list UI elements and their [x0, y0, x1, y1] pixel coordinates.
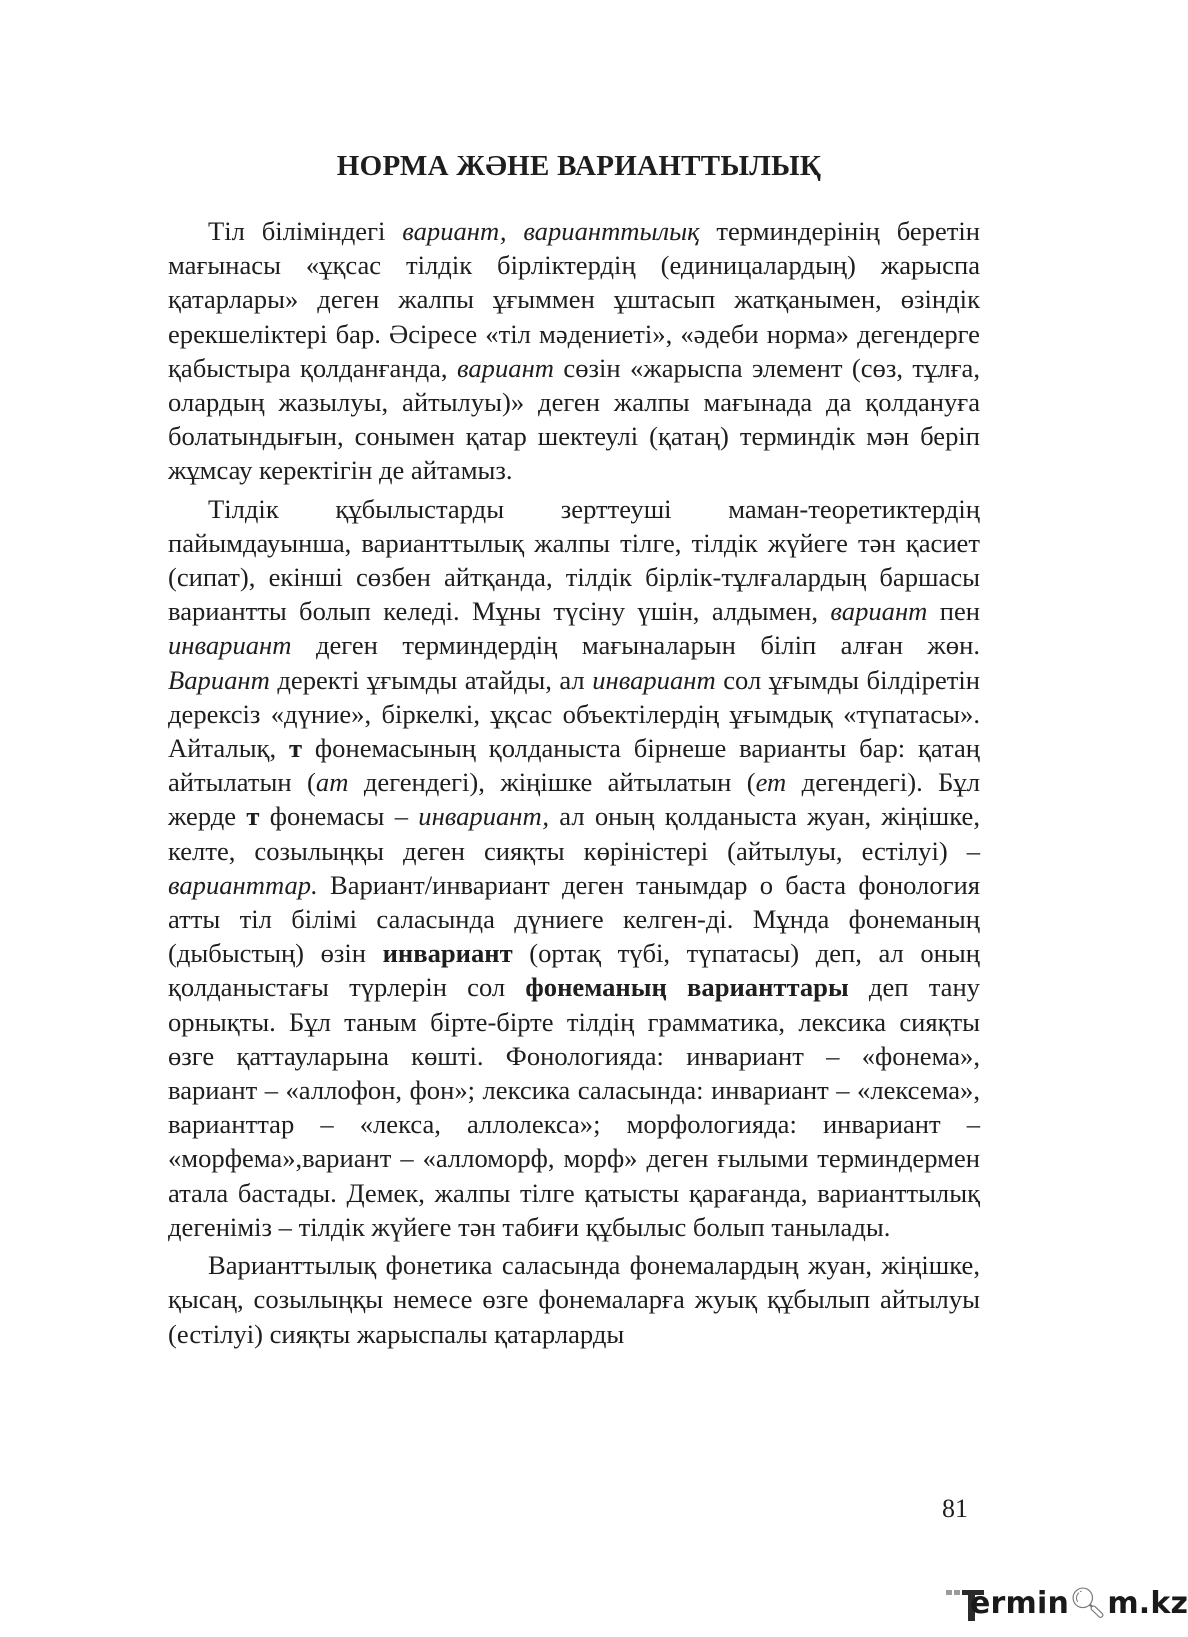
paragraph-1 — [168, 214, 980, 488]
italic-term: инвариант — [592, 664, 716, 695]
italic-term: вариант — [457, 352, 554, 383]
bold-term: т — [246, 801, 260, 832]
text-run: терминдерінің беретін мағынасы «ұқсас тілдік бірліктердің (единицалардың) жарыспа қатарлары» деген жалпы ұғыммен ұштасып жатқанымен, өзіндік ерекшеліктері бар. Әсіресе «тіл мәдениеті», «әдеби норма» дегендерге қабыстыра қолданғанда, — [168, 216, 981, 383]
page-number: 81 — [942, 1494, 968, 1523]
text-run: сол ұғымды білдіретін дерексіз «дүние», біркелкі, ұқсас объектілердің ұғымдық «түпатасы». Айталық, — [168, 664, 981, 764]
text-run: сөзін «жарыспа элемент (сөз, тұлға, олардың жазылуы, айтылуы)» деген жалпы мағынада да қолдануға болатындығын, сонымен қатар шектеулі (қатаң) терминдік мән беріп жұмсау керектігін де айтамыз. — [168, 352, 980, 486]
italic-term: варианттар. — [168, 869, 318, 900]
text-run: фонемасы – — [259, 801, 419, 832]
paragraph-2 — [168, 492, 980, 1244]
text-run: ал оның қолданыста жуан, жіңішке, келте, созылыңқы деген сияқты көріністері (айтылуы, естілуі) – — [168, 801, 980, 866]
page-title: НОРМА ЖӘНЕ ВАРИАНТТЫЛЫҚ — [336, 150, 822, 182]
text-run: фонемасының қолданыста бірнеше варианты бар: қатаң айтылатын ( — [168, 733, 981, 798]
text-run: деген терминдердің мағыналарын біліп алған жөн. — [291, 630, 980, 661]
watermark-logo — [944, 1584, 1188, 1628]
text-run: пен — [927, 596, 980, 627]
body-text — [168, 214, 980, 1351]
watermark-text: ermin🔍︎m.kz — [970, 1586, 1188, 1621]
italic-term: ат — [315, 767, 349, 798]
italic-term: ет — [755, 767, 787, 798]
italic-term: инвариант — [168, 630, 292, 661]
italic-term: Вариант — [168, 664, 270, 695]
text-run: дегендегі), жіңішке айтылатын ( — [348, 767, 756, 798]
text-run: деп тану орнықты. Бұл таным бірте-бірте тілдің грамматика, лексика сияқты өзге қаттауларына көшті. Фонологияда: инвариант – «фонема», вариант – «аллофон, фон»; лексика саласында: инвариант – «лексема», варианттар – «лекса, аллолекса»; морфологияда: инвариант – «морфема»,вариант – «алломорф, морф» деген ғылыми терминдермен атала бастады. Демек, жалпы тілге қатысты қарағанда, варианттылық дегеніміз – тілдік жүйеге тән табиғи құбылыс болып танылады. — [168, 972, 980, 1242]
bold-term: фонеманың варианттары — [525, 972, 849, 1003]
text-run: деректі ұғымды атайды, ал — [269, 664, 593, 695]
italic-term: вариант — [830, 596, 928, 627]
text-run: Тілдік құбылыстарды зерттеуші маман-теоретиктердің пайымдауынша, варианттылық жалпы тілге, тілдік жүйеге тән қасиет (сипат), екінші сөзбен айтқанда, тілдік бірлік-тұлғалардың баршасы вариантты болып келеді. Мұны түсіну үшін, алдымен, — [168, 493, 980, 627]
bold-term: инвариант — [382, 938, 513, 969]
magnifier-icon: 🔍︎ — [1069, 1586, 1108, 1621]
text-run: Вариант/инвариант деген танымдар о баста фонология атты тіл білімі саласында дүниеге келген-ді. Мұнда фонеманың (дыбыстың) өзін — [168, 869, 980, 969]
italic-term: инвариант, — [418, 801, 550, 832]
text-run: Варианттылық фонетика саласында фонемалардың жуан, жіңішке, қысаң, созылыңқы немесе өзге фонемаларға жуық құбылып айтылуы (естілуі) сияқты жарыспалы қатарларды — [168, 1250, 980, 1349]
bold-term: т — [289, 733, 303, 764]
text-run: (ортақ түбі, түпатасы) деп, ал оның қолданыстағы түрлерін сол — [168, 938, 980, 1003]
paragraph-3 — [168, 1248, 980, 1351]
text-run: Тіл біліміндегі — [208, 216, 403, 246]
text-run: дегендегі). Бұл жерде — [168, 767, 981, 832]
italic-term: вариант, варианттылық — [402, 216, 700, 246]
